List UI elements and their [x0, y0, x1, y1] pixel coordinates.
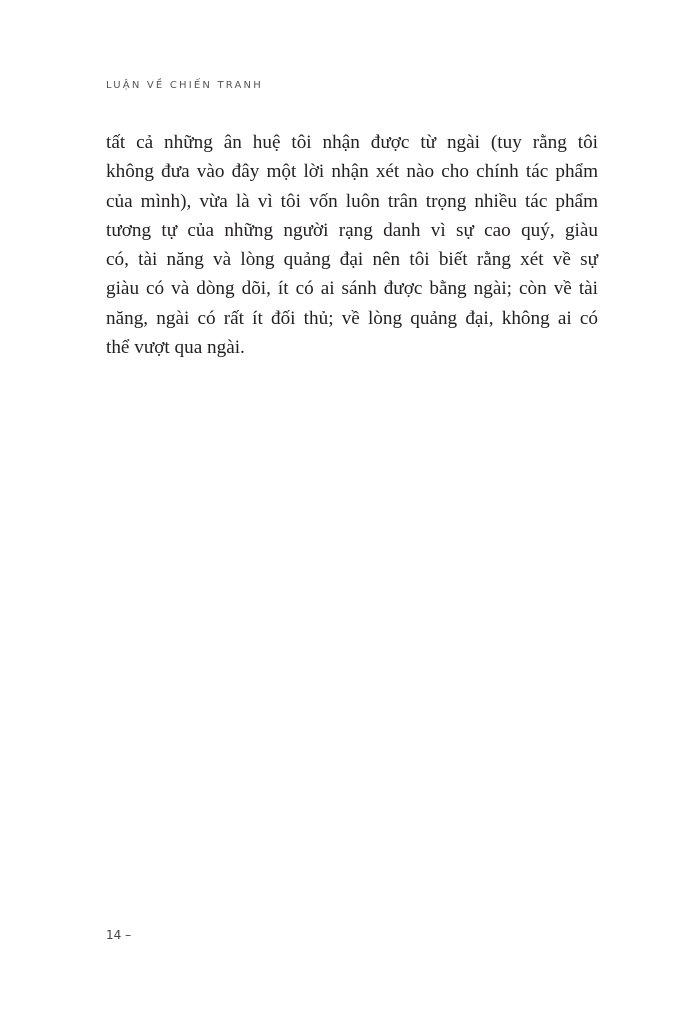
page-number: 14 –: [106, 928, 132, 942]
text-line: tất cả những ân huệ tôi nhận được từ ngài (tuy rằng tôi: [106, 132, 598, 153]
text-line: năng, ngài có rất ít đối thủ; về lòng quảng đại, không ai có: [106, 307, 598, 329]
text-line: có, tài năng và lòng quảng đại nên tôi biết rằng xét về sự: [106, 249, 598, 271]
body-paragraph: [106, 128, 598, 362]
running-head: LUẬN VỀ CHIẾN TRANH: [106, 80, 263, 91]
text-line: của mình), vừa là vì tôi vốn luôn trân trọng nhiều tác phẩm: [106, 190, 598, 212]
text-line: giàu có và dòng dõi, ít có ai sánh được bằng ngài; còn về tài: [106, 278, 598, 300]
text-line: không đưa vào đây một lời nhận xét nào cho chính tác phẩm: [106, 161, 598, 183]
text-line: thể vượt qua ngài.: [106, 337, 245, 359]
text-line: tương tự của những người rạng danh vì sự cao quý, giàu: [106, 219, 598, 241]
